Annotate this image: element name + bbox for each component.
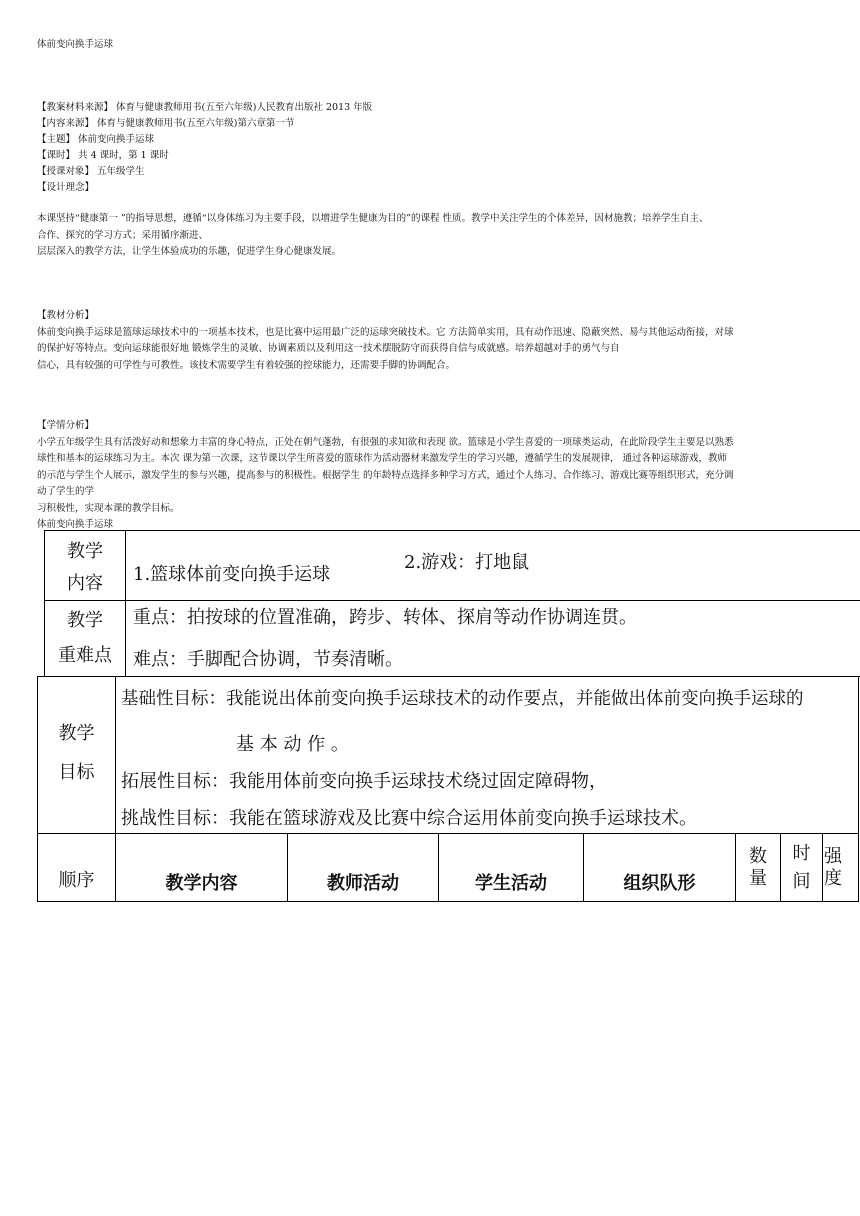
content-item-1: 1.篮球体前变向换手运球 <box>133 564 331 585</box>
learner-analysis <box>37 418 827 534</box>
meta-value: 五年级学生 <box>97 166 145 177</box>
row-divider <box>37 676 860 677</box>
paragraph-line: 的示范与学生个人展示，激发学生的参与兴趣，提高参与的积极性。根据学生 的年龄特点选择多种学习方式，通过个人练习、合作练习、游戏比赛等组织形式，充分调 <box>37 469 734 481</box>
paragraph-line: 小学五年级学生具有活泼好动和想象力丰富的身心特点，正处在朝气蓬勃，有很强的求知欲和表现 欲。篮球是小学生喜爱的一项球类运动，在此阶段学生主要是以熟悉 <box>37 436 734 448</box>
paragraph-line: 层层深入的教学方法，让学生体验成功的乐趣，促进学生身心健康发展。 <box>37 246 342 257</box>
meta-topic <box>37 132 154 148</box>
goal-challenge: 挑战性目标：我能在篮球游戏及比赛中综合运用体前变向换手运球技术。 <box>121 808 697 829</box>
row-label-content-1: 教学 <box>67 541 103 562</box>
header-intensity-1: 强 <box>824 846 842 867</box>
header-intensity-2: 度 <box>824 868 842 889</box>
goal-basic-line-1: 基础性目标：我能说出体前变向换手运球技术的动作要点，并能做出体前变向换手运球的 <box>121 689 804 709</box>
meta-label: 【教案材料来源】 <box>37 102 114 113</box>
paragraph-line: 体前变向换手运球是篮球运球技术中的一项基本技术，也是比赛中运用最广泛的运球突破技术。它 方法简单实用，具有动作迅速、隐蔽突然、易与其他运动衔接，对球 <box>37 326 734 338</box>
section-heading: 【学情分析】 <box>37 420 95 431</box>
meta-periods <box>37 148 169 164</box>
table-border-left <box>37 676 38 902</box>
paragraph-line: 球性和基本的运球练习为主。本次 课为第一次课，这节课以学生所喜爱的篮球作为活动器材来激发学生的学习兴趣，遵循学生的发展规律， 通过各种运球游戏，教师 <box>37 453 728 464</box>
row-label-content-2: 内容 <box>67 573 103 594</box>
meta-label: 【课时】 <box>37 150 76 161</box>
material-analysis <box>37 308 827 374</box>
difficult-point: 难点：手脚配合协调，节奏清晰。 <box>133 649 403 670</box>
top-title: 体前变向换手运球 <box>37 39 114 50</box>
table-border-right <box>858 676 859 902</box>
paragraph-line: 动了学生的学 <box>37 486 95 497</box>
header-quantity-1: 数 <box>749 846 767 867</box>
row-label-goal-1: 教学 <box>58 723 95 744</box>
paragraph-line: 本课坚持“健康第一 ”的指导思想，遵循“以身体练习为主要手段，以增进学生健康为目的”的课程 性质。教学中关注学生的个体差异，因材施教；培养学生自主、 <box>37 213 709 224</box>
meta-design <box>37 180 94 196</box>
goal-extend: 拓展性目标：我能用体前变向换手运球技术绕过固定障碍物， <box>121 771 607 792</box>
header-teacher: 教师活动 <box>327 873 399 894</box>
meta-value: 体育与健康教师用书(五至六年级)第六章第一节 <box>97 118 295 129</box>
meta-label: 【设计理念】 <box>37 182 95 193</box>
section-heading: 【教材分析】 <box>37 310 95 321</box>
header-quantity-2: 量 <box>749 868 767 889</box>
row-label-key-1: 教学 <box>67 610 103 631</box>
header-student: 学生活动 <box>475 873 547 894</box>
meta-source <box>37 100 372 116</box>
row-divider <box>44 600 860 601</box>
meta-label: 【授课对象】 <box>37 166 95 177</box>
row-label-key-2: 重难点 <box>58 645 112 666</box>
meta-value: 体育与健康教师用书(五至六年级)人民教育出版社 2013 年版 <box>116 102 373 113</box>
paragraph-line: 习积极性，实现本课的教学目标。 <box>37 502 180 514</box>
header-time-1: 时 <box>792 843 811 864</box>
meta-label: 【主题】 <box>37 134 76 145</box>
design-paragraph <box>37 211 827 261</box>
table-border-top <box>44 530 860 531</box>
meta-value: 共 4 课时，第 1 课时 <box>78 150 169 161</box>
header-formation: 组织队形 <box>623 873 696 894</box>
goal-basic-line-2: 基 本 动 作 。 <box>236 734 349 755</box>
meta-value: 体前变向换手运球 <box>78 134 155 145</box>
meta-audience <box>37 164 145 180</box>
paragraph-line: 信心，具有较强的可学性与可教性。该技术需要学生有着较强的控球能力，还需要手脚的协调配合。 <box>37 359 456 371</box>
content-item-2: 2.游戏：打地鼠 <box>404 552 530 573</box>
key-point: 重点：拍按球的位置准确，跨步、转体、探肩等动作协调连贯。 <box>133 607 637 628</box>
table-caption: 体前变向换手运球 <box>37 519 114 530</box>
meta-label: 【内容来源】 <box>37 118 95 129</box>
paragraph-line: 的保护好等特点。变向运球能很好地 锻炼学生的灵敏、协调素质以及利用这一技术摆脱防守而获得自信与成就感。培养超越对手的勇气与自 <box>37 343 620 354</box>
paragraph-line: 合作、探究的学习方式；采用循序渐进、 <box>37 229 209 241</box>
header-content: 教学内容 <box>165 873 238 894</box>
row-label-goal-2: 目标 <box>58 762 95 783</box>
header-time-2: 间 <box>792 871 811 892</box>
header-order: 顺序 <box>58 870 95 891</box>
meta-content-source <box>37 116 294 132</box>
